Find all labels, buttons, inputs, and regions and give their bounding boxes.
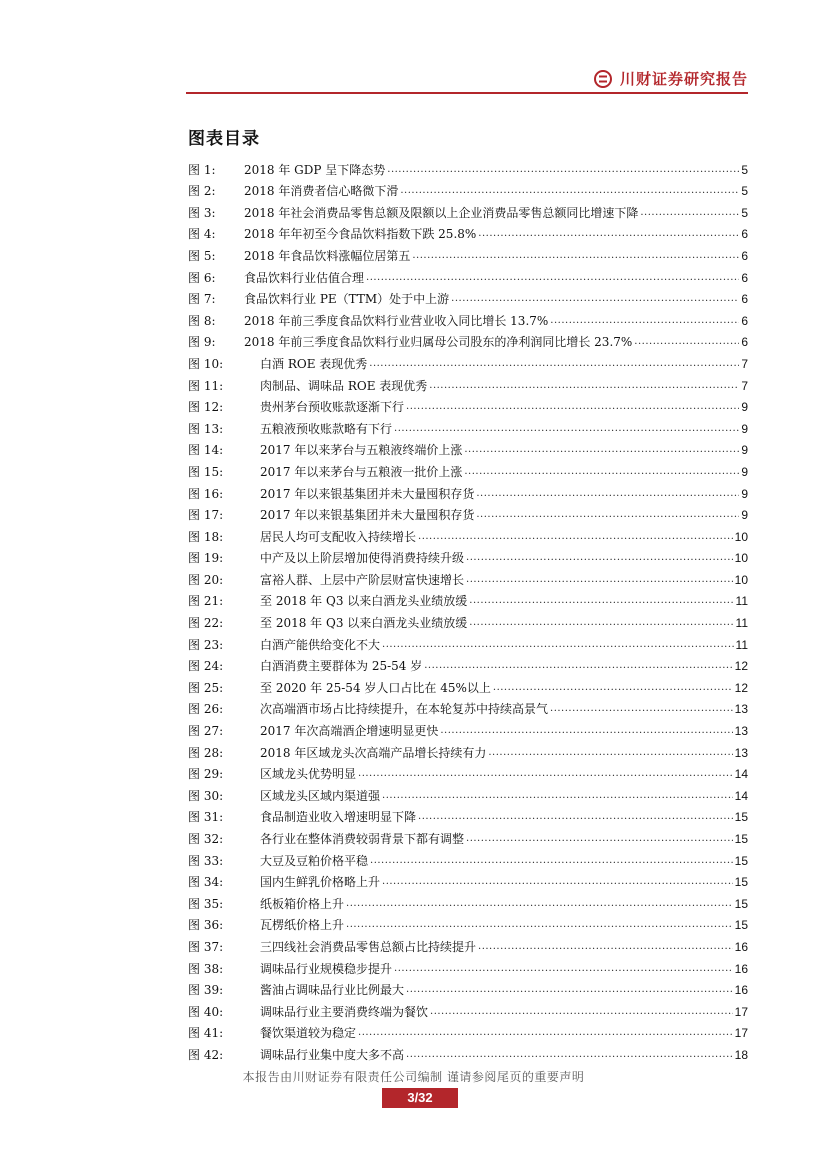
toc-entry-title: 瓦楞纸价格上升 [260,918,345,933]
toc-entry-title: 贵州茅台预收账款逐渐下行 [260,400,405,415]
toc-entry[interactable] [188,1040,748,1062]
toc-entry-label: 图 14: [188,443,224,458]
toc-leader-dots [550,314,739,328]
toc-entry[interactable] [188,328,748,350]
toc-entry-page: 6 [741,313,748,328]
toc-entry-page: 16 [734,961,748,976]
toc-leader-dots [406,400,739,414]
toc-leader-dots [469,616,733,630]
toc-entry-title: 次高端酒市场占比持续提升，在本轮复苏中持续高景气 [260,702,549,717]
toc-entry-page: 17 [734,1026,748,1041]
toc-entry-label: 图 1: [188,162,216,177]
toc-entry-page: 13 [734,745,748,760]
figure-index [188,155,748,1062]
toc-entry[interactable] [188,781,748,803]
toc-leader-dots [366,271,739,285]
toc-entry-page: 9 [741,400,748,415]
toc-entry-label: 图 18: [188,529,224,544]
toc-entry-label: 图 27: [188,724,224,739]
toc-entry-label: 图 28: [188,745,224,760]
toc-title: 图表目录 [188,129,260,149]
toc-entry-title: 国内生鲜乳价格略上升 [260,875,381,890]
toc-leader-dots [429,379,739,393]
toc-entry-label: 图 9: [188,335,216,350]
toc-entry-title: 2017 年以来银基集团并未大量囤积存货 [260,508,475,523]
toc-entry-page: 9 [741,464,748,479]
toc-entry-title: 纸板箱价格上升 [260,896,345,911]
toc-entry-label: 图 2: [188,184,216,199]
toc-entry-page: 15 [734,918,748,933]
toc-leader-dots [358,1026,733,1040]
toc-entry[interactable] [188,349,748,371]
toc-entry[interactable] [188,911,748,933]
toc-entry-page: 10 [734,572,748,587]
toc-leader-dots [466,573,733,587]
toc-leader-dots [382,638,734,652]
toc-leader-dots [466,551,733,565]
toc-entry-label: 图 17: [188,508,224,523]
toc-entry-label: 图 32: [188,832,224,846]
toc-entry-page: 9 [741,443,748,458]
toc-entry-label: 图 34: [188,875,224,890]
toc-entry-label: 图 16: [188,486,224,501]
toc-entry[interactable] [188,738,748,760]
toc-entry[interactable] [188,673,748,695]
toc-entry-title: 肉制品、调味品 ROE 表现优秀 [260,378,428,393]
toc-entry-title: 食品饮料行业 PE（TTM）处于中上游 [244,292,450,307]
toc-entry-page: 12 [734,659,748,674]
toc-entry-label: 图 26: [188,702,224,717]
toc-entry-title: 白酒 ROE 表现优秀 [260,356,368,371]
toc-entry-page: 5 [741,184,748,199]
chuancai-logo-icon [594,70,612,88]
toc-entry[interactable] [188,587,748,609]
toc-entry-title: 2017 年次高端酒企增速明显更快 [260,724,439,739]
toc-entry-page: 6 [741,227,748,242]
toc-entry[interactable] [188,522,748,544]
toc-entry-title: 2018 年 GDP 呈下降态势 [244,162,386,177]
toc-entry-title: 至 2020 年 25-54 岁人口占比在 45%以上 [260,680,491,695]
toc-entry[interactable] [188,695,748,717]
toc-entry[interactable] [188,177,748,199]
toc-leader-dots [370,854,733,868]
toc-entry-page: 11 [735,594,748,609]
toc-leader-dots [466,832,733,846]
toc-entry-title: 2017 年以来茅台与五粮液终端价上涨 [260,443,463,458]
toc-entry-title: 区域龙头优势明显 [260,767,357,782]
toc-entry-page: 15 [734,896,748,911]
toc-entry-label: 图 21: [188,594,224,609]
toc-entry-label: 图 5: [188,248,216,263]
toc-entry-label: 图 7: [188,292,216,307]
toc-leader-dots [418,810,733,824]
toc-entry-label: 图 25: [188,680,224,695]
toc-entry[interactable] [188,241,748,263]
toc-leader-dots [430,1005,733,1019]
toc-entry-label: 图 30: [188,788,224,803]
toc-entry-page: 16 [734,983,748,998]
toc-leader-dots [382,875,733,889]
toc-entry-label: 图 22: [188,616,224,631]
toc-entry-title: 酱油占调味品行业比例最大 [260,983,405,998]
toc-entry-title: 2017 年以来银基集团并未大量囤积存货 [260,486,475,501]
toc-leader-dots [406,983,733,997]
toc-entry-title: 大豆及豆粕价格平稳 [260,853,369,868]
toc-leader-dots [464,443,739,457]
toc-entry[interactable] [188,155,748,177]
toc-entry-title: 餐饮渠道较为稳定 [260,1026,357,1041]
toc-entry[interactable] [188,846,748,868]
toc-entry[interactable] [188,220,748,242]
toc-entry-page: 10 [734,551,748,566]
toc-entry-label: 图 19: [188,551,224,566]
toc-entry[interactable] [188,889,748,911]
toc-leader-dots [476,487,739,501]
toc-entry-label: 图 42: [188,1047,224,1062]
toc-entry-title: 食品饮料行业估值合理 [244,270,365,285]
toc-leader-dots [440,724,732,738]
toc-leader-dots [640,206,739,220]
toc-leader-dots [476,508,739,522]
toc-entry-title: 五粮液预收账款略有下行 [260,421,393,436]
toc-entry-page: 9 [741,421,748,436]
toc-entry[interactable] [188,457,748,479]
toc-entry-page: 15 [734,875,748,890]
toc-entry-page: 11 [735,637,748,652]
toc-entry[interactable] [188,630,748,652]
toc-entry-page: 12 [734,680,748,695]
toc-entry-title: 2018 年食品饮料涨幅位居第五 [244,248,411,263]
toc-entry-label: 图 33: [188,853,224,868]
toc-entry-title: 三四线社会消费品零售总额占比持续提升 [260,939,477,954]
toc-entry[interactable] [188,760,748,782]
toc-entry-label: 图 11: [188,378,224,393]
toc-entry-page: 14 [734,767,748,782]
toc-leader-dots [358,767,733,781]
page-header [186,64,748,96]
toc-entry[interactable] [188,436,748,458]
toc-leader-dots [412,249,739,263]
toc-entry-title: 中产及以上阶层增加使得消费持续升级 [260,551,465,566]
toc-entry-label: 图 8: [188,313,216,328]
toc-entry[interactable] [188,198,748,220]
toc-entry-title: 白酒消费主要群体为 25-54 岁 [260,659,423,674]
toc-leader-dots [400,184,739,198]
toc-leader-dots [464,465,739,479]
toc-entry[interactable] [188,306,748,328]
toc-entry-label: 图 12: [188,400,224,415]
toc-leader-dots [478,940,733,954]
toc-entry-label: 图 41: [188,1026,224,1041]
toc-entry-title: 富裕人群、上层中产阶层财富快速增长 [260,572,465,587]
toc-entry[interactable] [188,263,748,285]
toc-entry[interactable] [188,868,748,890]
toc-entry-label: 图 29: [188,767,224,782]
toc-entry-title: 至 2018 年 Q3 以来白酒龙头业绩放缓 [260,594,468,609]
toc-entry-label: 图 39: [188,983,224,998]
brand [594,68,748,89]
toc-entry-page: 13 [734,702,748,717]
toc-entry-title: 调味品行业规模稳步提升 [260,961,393,976]
toc-entry[interactable] [188,608,748,630]
toc-entry-page: 16 [734,939,748,954]
toc-entry[interactable] [188,565,748,587]
toc-entry-label: 图 36: [188,918,224,933]
toc-leader-dots [550,702,733,716]
toc-entry-title: 2017 年以来茅台与五粮液一批价上涨 [260,464,463,479]
toc-entry-label: 图 38: [188,961,224,976]
footer-disclaimer: 本报告由川财证券有限责任公司编制 谨请参阅尾页的重要声明 [242,1070,585,1084]
toc-entry[interactable] [188,393,748,415]
toc-entry[interactable] [188,954,748,976]
toc-entry-label: 图 20: [188,572,224,587]
toc-entry[interactable] [188,414,748,436]
toc-leader-dots [369,357,739,371]
toc-entry-page: 15 [734,853,748,868]
toc-entry-label: 图 37: [188,939,224,954]
toc-entry-title: 2018 年社会消费品零售总额及限额以上企业消费品零售总额同比增速下降 [244,205,639,220]
toc-entry-page: 5 [741,162,748,177]
toc-entry-page: 15 [734,832,748,846]
toc-entry[interactable] [188,932,748,954]
toc-leader-dots [424,659,732,673]
toc-entry-page: 7 [741,378,748,393]
toc-entry-page: 14 [734,788,748,803]
toc-entry-title: 2018 年消费者信心略微下滑 [244,184,399,199]
toc-entry-page: 15 [734,810,748,825]
toc-entry-title: 2018 年年初至今食品饮料指数下跌 25.8% [244,227,477,242]
header-rule [186,92,748,94]
toc-entry-page: 6 [741,335,748,350]
toc-leader-dots [394,962,733,976]
toc-leader-dots [346,897,733,911]
toc-leader-dots [382,789,733,803]
toc-entry-page: 6 [741,248,748,263]
toc-entry-title: 至 2018 年 Q3 以来白酒龙头业绩放缓 [260,616,468,631]
toc-leader-dots [451,292,739,306]
toc-entry[interactable] [188,716,748,738]
toc-leader-dots [634,335,739,349]
toc-entry-title: 各行业在整体消费较弱背景下都有调整 [260,832,465,846]
toc-entry-title: 2018 年前三季度食品饮料行业营业收入同比增长 13.7% [244,313,549,328]
toc-entry[interactable] [188,976,748,998]
toc-entry[interactable] [188,544,748,566]
toc-entry-label: 图 31: [188,810,224,825]
toc-entry[interactable] [188,824,748,846]
toc-entry-page: 13 [734,724,748,739]
toc-entry-title: 区域龙头区域内渠道强 [260,788,381,803]
toc-entry-title: 居民人均可支配收入持续增长 [260,529,417,544]
toc-entry[interactable] [188,479,748,501]
toc-entry-page: 9 [741,486,748,501]
toc-entry-page: 7 [741,356,748,371]
toc-entry-label: 图 10: [188,356,224,371]
toc-entry-label: 图 35: [188,896,224,911]
toc-entry[interactable] [188,285,748,307]
toc-entry[interactable] [188,997,748,1019]
toc-entry[interactable] [188,501,748,523]
toc-entry-label: 图 23: [188,637,224,652]
toc-leader-dots [387,163,739,177]
toc-entry-title: 白酒产能供给变化不大 [260,637,381,652]
toc-entry[interactable] [188,371,748,393]
toc-leader-dots [469,594,733,608]
toc-entry[interactable] [188,652,748,674]
toc-entry-page: 18 [734,1047,748,1062]
toc-entry-page: 5 [741,205,748,220]
toc-leader-dots [394,422,739,436]
toc-entry-label: 图 40: [188,1004,224,1019]
brand-name: 川财证券研究报告 [619,70,748,88]
toc-entry-label: 图 13: [188,421,224,436]
toc-entry-label: 图 6: [188,270,216,285]
toc-entry-title: 调味品行业主要消费终端为餐饮 [260,1004,429,1019]
toc-entry-page: 9 [741,508,748,523]
toc-entry-label: 图 15: [188,464,224,479]
toc-entry-title: 调味品行业集中度大多不高 [260,1047,405,1062]
toc-entry-page: 11 [735,616,748,631]
toc-leader-dots [406,1048,733,1062]
toc-entry-label: 图 4: [188,227,216,242]
toc-entry-page: 17 [734,1004,748,1019]
toc-leader-dots [493,681,733,695]
toc-entry-title: 2018 年前三季度食品饮料行业归属母公司股东的净利润同比增长 23.7% [244,335,633,350]
toc-entry[interactable] [188,803,748,825]
toc-leader-dots [478,227,739,241]
toc-leader-dots [418,530,733,544]
toc-leader-dots [346,918,733,932]
page-number: 3/32 [382,1088,458,1108]
toc-entry-label: 图 3: [188,205,216,220]
toc-entry-label: 图 24: [188,659,224,674]
toc-leader-dots [488,746,732,760]
toc-entry-title: 食品制造业收入增速明显下降 [260,810,417,825]
toc-entry-page: 6 [741,270,748,285]
toc-entry[interactable] [188,1019,748,1041]
toc-entry-title: 2018 年区域龙头次高端产品增长持续有力 [260,745,487,760]
toc-entry-page: 6 [741,292,748,307]
toc-entry-page: 10 [734,529,748,544]
